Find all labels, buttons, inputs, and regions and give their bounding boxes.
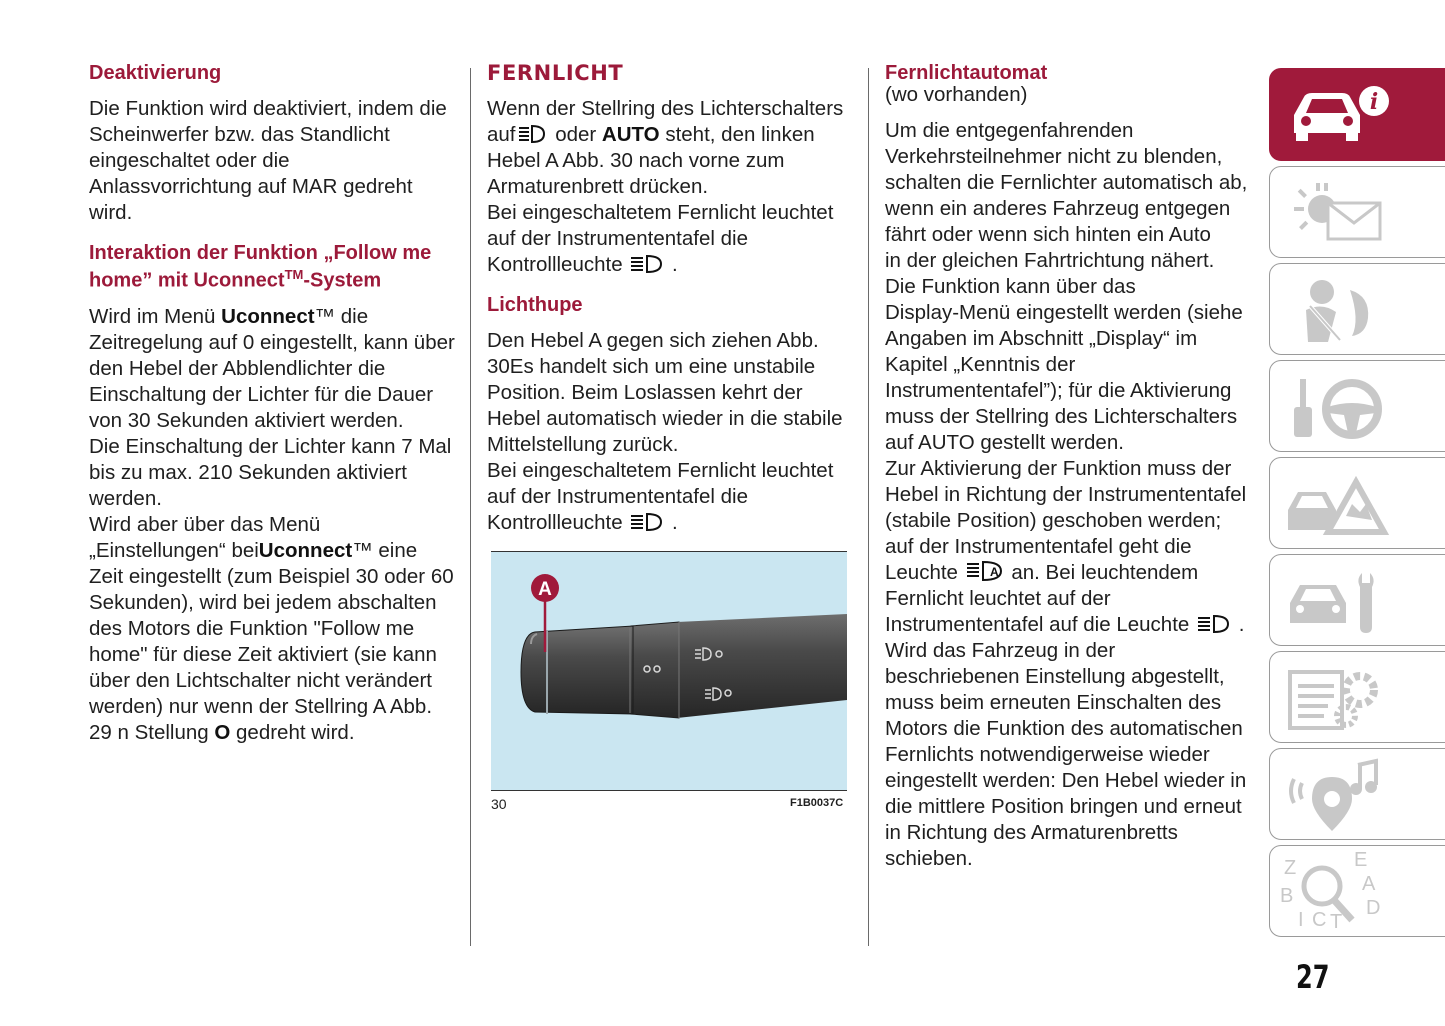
figure-callout-a: A [538,579,552,600]
tab-maintenance[interactable] [1269,554,1445,646]
heading-line-2: home” mit Uconnect [89,269,285,292]
column-left [89,62,459,746]
index-letter: C [1312,909,1327,931]
heading-line-2-end: -System [303,269,382,292]
high-beam-icon [630,254,664,274]
text-run: Um die entgegenfahrenden Verkehrsteilnehmer nicht zu blenden, schalten die Fernlichter automatisch ab, wenn ein anderes Fahrzeug entgegen fährt oder wenn sich hinten ein Auto in der gleichen Fahrtrichtung nähert. Die Funktion kann über das Display-Menü eingestellt werden (siehe Angaben im Abschnitt „Display“ im Kapitel „Kenntnis der Instrumententafel”); für die Aktivierung muss der Stellring des Lichterschalters auf AUTO gestellt werden. Zur Aktivierung der Funktion muss der Hebel in Richtung der Instrumententafel (stabile Position) geschoben werden; auf der Instrumententafel geht die Leuchte [885,119,1248,584]
text-run: . [666,511,678,534]
multimedia-music-location-icon [1280,755,1400,835]
heading-line-1: Interaktion der Funktion „Follow me [89,242,432,264]
text-run: . Wird das Fahrzeug in der beschriebenen Einstellung abgestellt, muss beim erneuten Einschalten des Motors die Funktion des automatischen Fernlichts notwendigerweise wieder eingestellt werden: Den Hebel wieder in die mittlere Position bringen und erneut in Richtung des Armaturenbretts schieben. [885,613,1247,870]
text-run: Den Hebel A gegen sich ziehen Abb. 30Es handelt sich um eine unstabile Position. Beim Loslassen kehrt der Hebel automatisch wieder in die stabile Mittelstellung zurück. Bei eingeschaltetem Fernlicht leuchtet auf der Instrumententafel die Kontrollleuchte [487,329,843,534]
heading-lichthupe: Lichthupe [487,294,583,316]
text-run: gedreht wird. [230,720,355,744]
tab-knowing-vehicle[interactable] [1269,68,1445,161]
subheading-wo-vorhanden: (wo vorhanden) [885,83,1028,106]
trademark-sup: TM [284,267,304,282]
high-beam-icon [518,124,548,144]
figure-light-switch-lever [491,551,847,791]
index-letter: I [1298,909,1304,931]
car-wrench-icon [1280,561,1400,641]
index-search-icon [1278,850,1398,934]
text-run: steht, den linken Hebel A Abb. 30 nach vorne zum Armaturenbrett drücken. Bei eingeschaltetem Fernlicht leuchtet auf der Instrumententafel die Kontrollleuchte [487,123,834,276]
column-middle [487,62,852,536]
paragraph-fernlichtautomat [885,118,1255,872]
text-run: Wird im Menü [89,304,222,328]
bold-o: O [214,720,231,744]
index-letter: D [1366,897,1381,919]
text-run: an. Bei leuchtendem Fernlicht leuchtet auf der Instrumententafel auf die Leuchte [885,561,1199,636]
tab-emergency[interactable] [1269,457,1445,549]
text-run: oder [549,123,602,146]
text-run: Wenn der Stellring des Lichterschalters auf [487,97,844,146]
figure-number: 30 [491,796,507,812]
bold-uconnect: Uconnect [221,304,315,328]
paragraph-lichthupe [487,328,852,536]
column-right [885,62,1255,872]
high-beam-icon [1197,614,1231,634]
column-divider-right [868,68,869,946]
document-gear-icon [1280,658,1400,738]
tab-index[interactable] [1269,845,1445,937]
index-letter: B [1280,885,1294,907]
page-number: 27 [1296,958,1330,996]
high-beam-icon [630,512,664,532]
figure-code: F1B0037C [790,797,844,809]
bold-auto: AUTO [601,123,660,146]
key-steering-wheel-icon [1280,367,1400,447]
car-info-icon [1280,75,1400,155]
text-run: . [666,253,678,276]
paragraph-follow-me-home [89,304,459,746]
index-letter: T [1330,911,1343,933]
heading-deaktivierung: Deaktivierung [89,62,222,84]
lever-illustration [491,552,847,790]
tab-dashboard-lights[interactable] [1269,166,1445,258]
tab-technical-data[interactable] [1269,651,1445,743]
bold-uconnect: Uconnect [258,538,353,562]
heading-fernlicht: FERNLICHT [487,61,624,85]
index-letter: A [1362,873,1376,895]
auto-high-beam-icon [966,560,1004,582]
info-icon: i [1369,89,1379,115]
paragraph-deaktivierung: Die Funktion wird deaktiviert, indem die Scheinwerfer bzw. das Standlicht eingeschaltet oder die Anlassvorrichtung auf MAR gedreht wird. [89,97,447,224]
paragraph-fernlicht [487,96,852,278]
tab-starting-driving[interactable] [1269,360,1445,452]
safety-airbag-icon [1280,270,1400,350]
svg-text:A: A [989,565,999,579]
heading-fernlichtautomat: Fernlichtautomat [885,62,1048,84]
heading-follow-me-home [89,242,459,292]
column-divider-left [470,68,471,946]
warning-light-message-icon [1280,175,1400,255]
text-run: ™ eine Zeit eingestellt (zum Beispiel 30 oder 60 Sekunden), wird bei jedem abschalten des Motors die Funktion "Follow me home" für diese Zeit aktiviert (sie kann über den Lichtschalter nicht verändert werden) nur wenn der Stellring A Abb. 29 n Stellung [89,538,454,744]
tab-multimedia[interactable] [1269,748,1445,840]
text-run: ™ die Zeitregelung auf 0 eingestellt, kann über den Hebel der Abblendlichter die Einschaltung der Lichter für die Dauer von 30 Sekunden aktiviert werden. Die Einschaltung der Lichter kann 7 Mal bis zu max. 210 Sekunden aktiviert werden. Wird aber über das Menü „Einstellungen“ bei [89,304,455,562]
index-letter: Z [1284,857,1297,879]
emergency-car-triangle-icon [1280,464,1400,544]
tab-safety[interactable] [1269,263,1445,355]
index-letter: E [1354,850,1368,871]
